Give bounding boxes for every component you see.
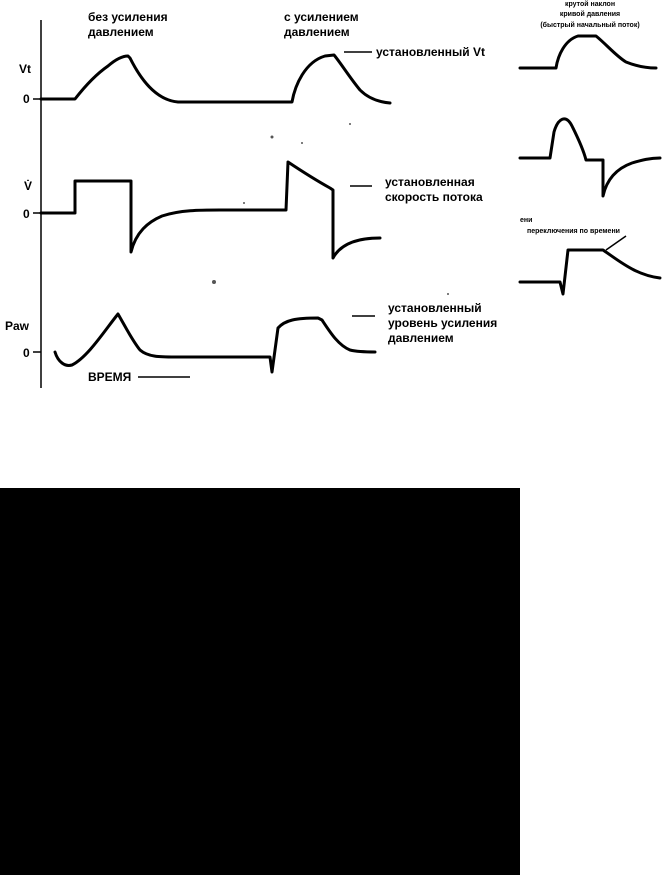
flow-waveform	[41, 162, 380, 258]
noise-speck	[349, 123, 351, 125]
with-support-title-line1: с усилением	[284, 10, 359, 24]
set-flow-label-line1: установленная	[385, 175, 475, 189]
steep-slope-line1: крутой наклон	[564, 1, 616, 8]
time-axis-label: ВРЕМЯ	[88, 370, 132, 384]
no-support-title-line1: без усиления	[88, 10, 168, 24]
no-support-title-line2: давлением	[88, 25, 154, 39]
black-panel	[0, 488, 520, 875]
cycle-fragment-label: ени	[520, 217, 533, 224]
noise-speck	[212, 280, 216, 284]
vt-waveform	[41, 55, 390, 103]
side-pressure-waveform	[520, 36, 656, 68]
set-vt-label: установленный Vt	[376, 45, 485, 59]
set-level-label-line3: давлением	[388, 331, 454, 345]
time-switch-arrow	[606, 236, 626, 250]
noise-speck	[271, 136, 274, 139]
flow-zero-label: 0	[23, 207, 30, 221]
set-level-label-line2: уровень усиления	[388, 316, 498, 330]
set-flow-label-line2: скорость потока	[385, 190, 483, 204]
steep-slope-line2: кривой давления	[559, 11, 621, 18]
with-support-title-line2: давлением	[284, 25, 350, 39]
side-paw-waveform	[520, 250, 660, 294]
time-switch-label: переключения по времени	[527, 228, 620, 235]
steep-slope-line3: (быстрый начальный поток)	[540, 22, 640, 29]
vt-zero-label: 0	[23, 92, 30, 106]
paw-waveform	[55, 314, 375, 372]
vt-axis-label: Vt	[19, 62, 31, 76]
noise-speck	[447, 293, 449, 295]
flow-axis-label: V̇	[24, 179, 33, 193]
paw-axis-label: Paw	[5, 319, 30, 333]
noise-speck	[301, 142, 303, 144]
noise-speck	[243, 202, 245, 204]
set-level-label-line1: установленный	[388, 301, 482, 315]
side-flow-waveform	[520, 119, 660, 196]
paw-zero-label: 0	[23, 346, 30, 360]
